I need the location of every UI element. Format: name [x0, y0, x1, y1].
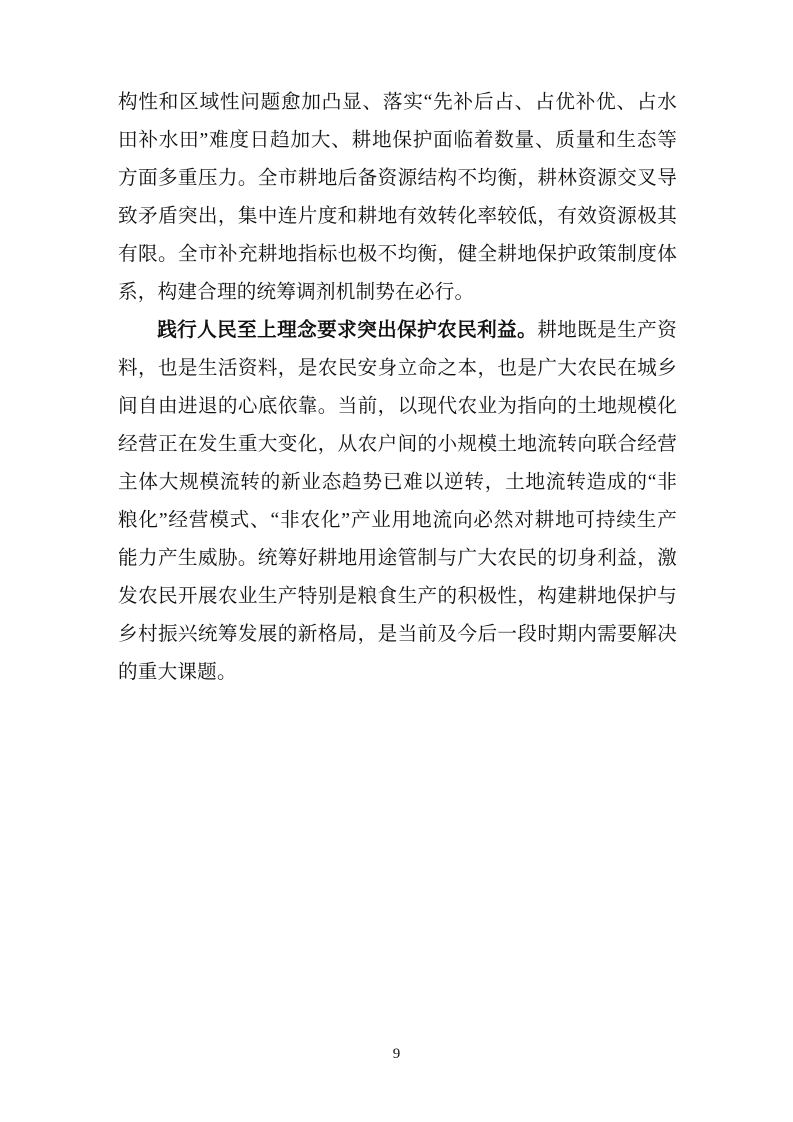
paragraph-lead-bold: 践行人民至上理念要求突出保护农民利益。 — [157, 320, 538, 341]
text-body — [118, 84, 677, 692]
paragraph-text: 构性和区域性问题愈加凸显、落实“先补后占、占优补优、占水田补水田”难度日趋加大、耕地保护面临着数量、质量和生态等方面多重压力。全市耕地后备资源结构不均衡，耕林资源交叉导致矛盾突出，集中连片度和耕地有效转化率较低，有效资源极其有限。全市补充耕地指标也极不均衡，健全耕地保护政策制度体系，构建合理的统筹调剂机制势在必行。 — [118, 92, 677, 303]
paragraph-text: 耕地既是生产资料，也是生活资料，是农民安身立命之本，也是广大农民在城乡间自由进退的心底依靠。当前，以现代农业为指向的土地规模化经营正在发生重大变化，从农户间的小规模土地流转向联合经营主体大规模流转的新业态趋势已难以逆转，土地流转造成的“非粮化”经营模式、“非农化”产业用地流向必然对耕地可持续生产能力产生威胁。统筹好耕地用途管制与广大农民的切身利益，激发农民开展农业生产特别是粮食生产的积极性，构建耕地保护与乡村振兴统筹发展的新格局，是当前及今后一段时期内需要解决的重大课题。 — [118, 320, 677, 683]
page-number: 9 — [392, 1046, 401, 1062]
paragraph-farmers-interests — [118, 312, 677, 692]
paragraph-continuation — [118, 84, 677, 312]
page-footer — [0, 1044, 793, 1064]
